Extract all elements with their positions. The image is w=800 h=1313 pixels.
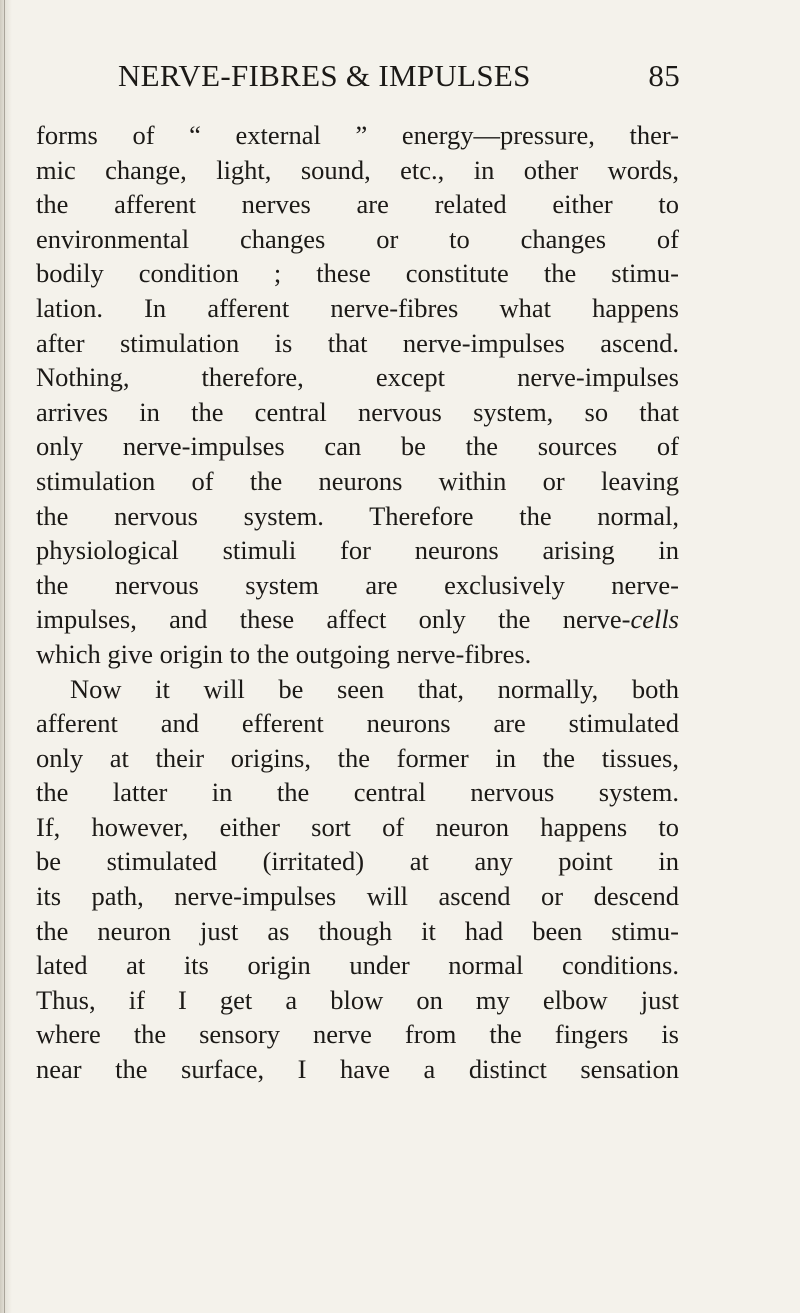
running-title: NERVE-FIBRES & IMPULSES [118, 58, 531, 93]
binding-edge [4, 0, 5, 1313]
text-line: forms of “ external ” energy—pressure, ther- [36, 120, 679, 150]
text-line: afferent and efferent neurons are stimulated [36, 708, 679, 739]
text-line: its path, nerve-impulses will ascend or descend [36, 881, 679, 912]
text-line: after stimulation is that nerve-impulses ascend. [36, 327, 679, 358]
text-line: mic change, light, sound, etc., in other words, [36, 154, 679, 185]
text-line: If, however, either sort of neuron happens to [36, 811, 679, 842]
text-line: the nervous system are exclusively nerve- [36, 569, 679, 600]
text-line: lation. In afferent nerve-fibres what happens [36, 292, 679, 323]
text-line: only at their origins, the former in the tissues, [36, 742, 679, 773]
text-line: stimulation of the neurons within or leaving [36, 465, 679, 496]
page-gutter [0, 0, 12, 1313]
text-line: Thus, if I get a blow on my elbow just [36, 984, 679, 1015]
paragraph-first-line: Now it will be seen that, normally, both [70, 673, 679, 704]
text-line: bodily condition ; these constitute the stimu- [36, 258, 679, 289]
text-line: physiological stimuli for neurons arising in [36, 535, 679, 566]
text-line: Nothing, therefore, except nerve-impulses [36, 362, 679, 393]
text-line: where the sensory nerve from the fingers is [36, 1019, 679, 1050]
text-line-with-italic [36, 602, 679, 637]
text-line: arrives in the central nervous system, so that [36, 396, 679, 427]
text-line: the afferent nerves are related either to [36, 189, 679, 220]
text-line: lated at its origin under normal conditions. [36, 950, 679, 981]
text-line: which give origin to the outgoing nerve-fibres. [36, 638, 532, 669]
running-head [118, 58, 680, 98]
text-line: the latter in the central nervous system. [36, 777, 679, 808]
body-text [36, 118, 679, 1087]
page-number: 85 [648, 58, 680, 93]
text-line: the nervous system. Therefore the normal, [36, 500, 679, 531]
text-line-segment: impulses, and these affect only the nerve- [36, 604, 631, 635]
italic-word: cells [630, 604, 679, 635]
text-line: be stimulated (irritated) at any point in [36, 846, 679, 877]
text-line: environmental changes or to changes of [36, 223, 679, 254]
text-line: the neuron just as though it had been stimu- [36, 915, 679, 946]
text-line: near the surface, I have a distinct sensation [36, 1054, 679, 1085]
text-line: only nerve-impulses can be the sources of [36, 431, 679, 462]
